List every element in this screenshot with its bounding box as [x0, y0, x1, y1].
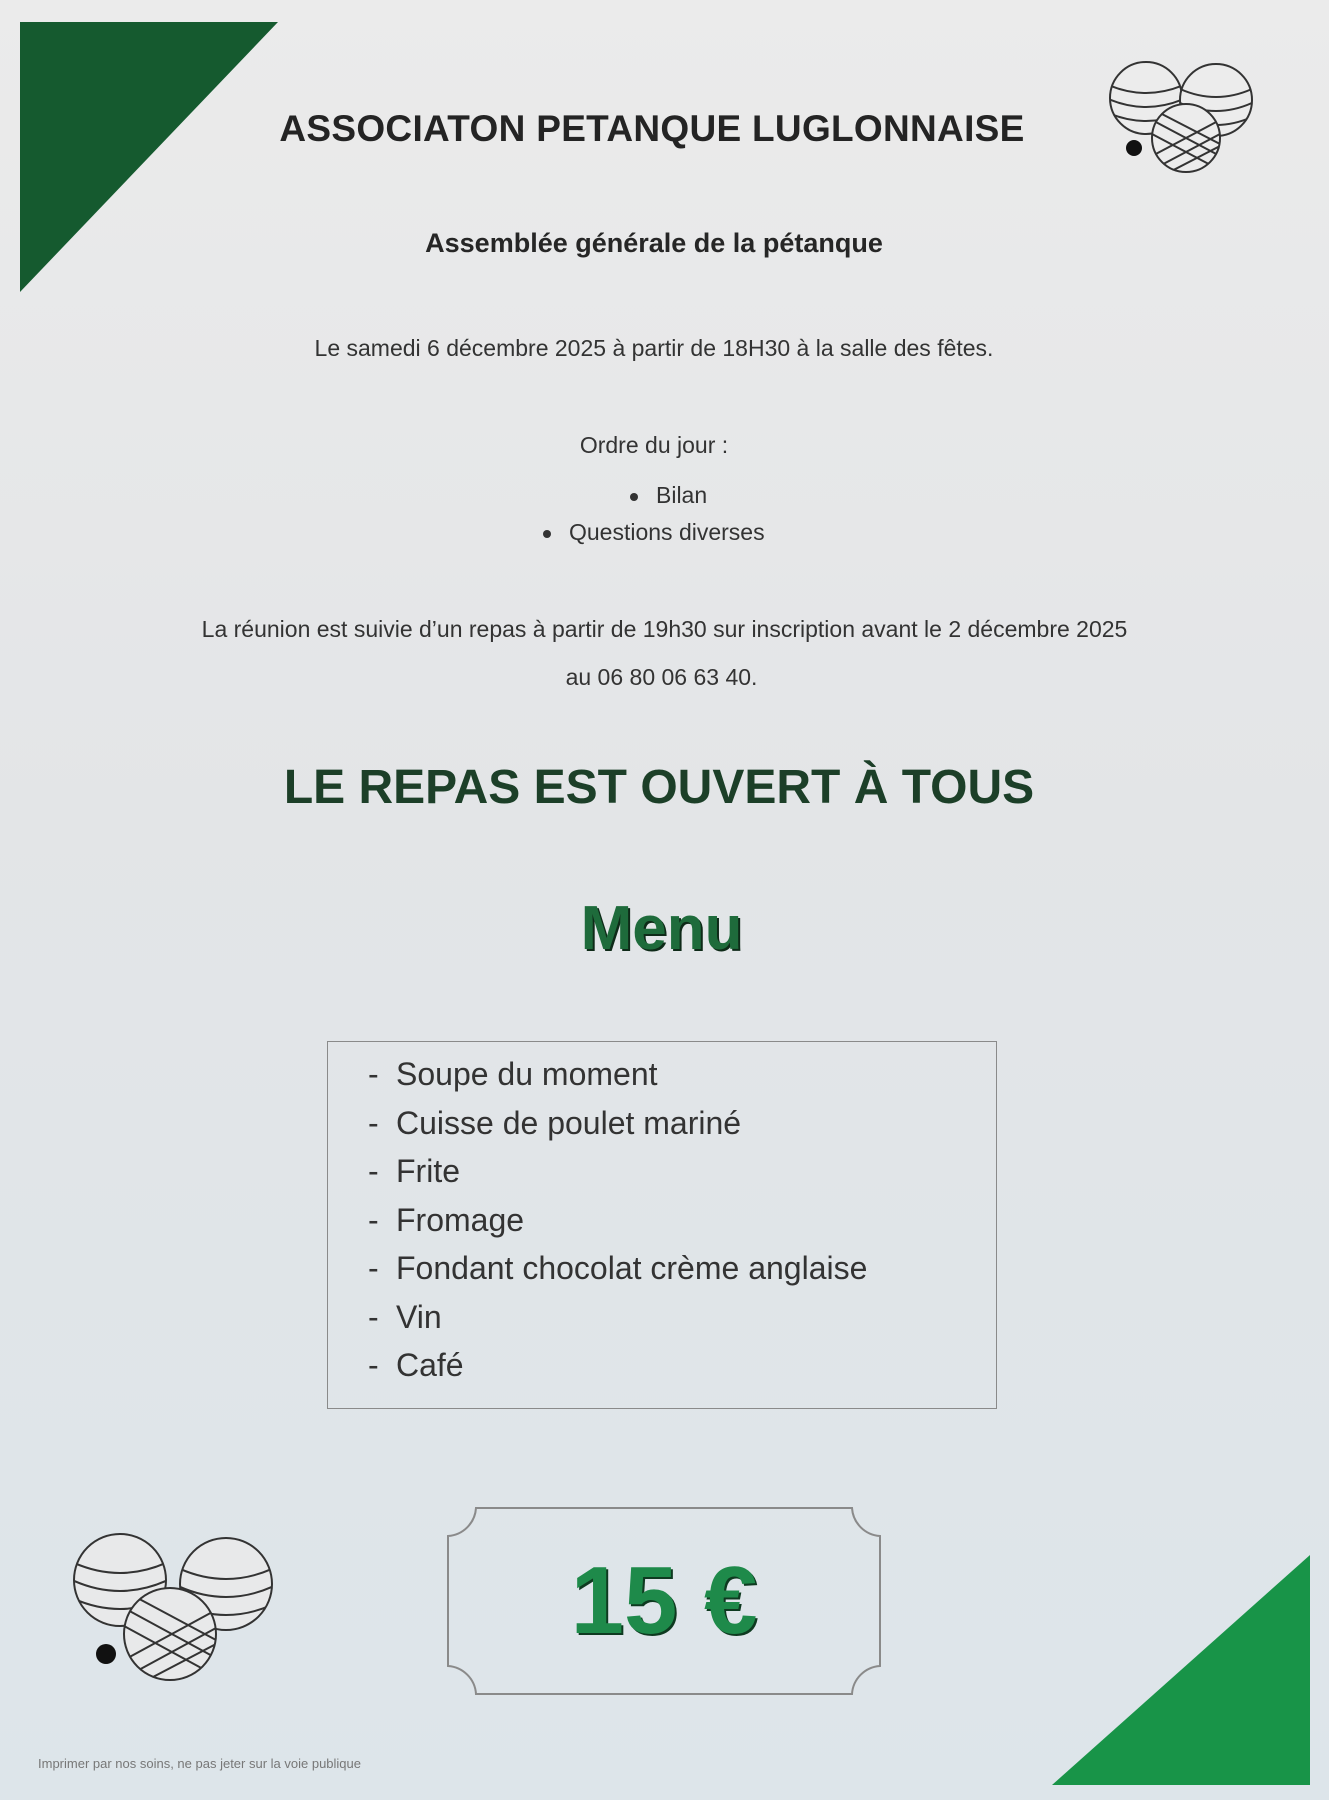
price-tag: [446, 1506, 882, 1696]
page-subtitle: Assemblée générale de la pétanque: [425, 228, 883, 258]
bullet-icon: [630, 493, 638, 501]
organization-title: ASSOCIATON PETANQUE LUGLONNAISE: [279, 108, 1025, 149]
agenda-title: Ordre du jour :: [579, 432, 729, 458]
menu-item: - Frite: [368, 1153, 460, 1189]
phone-line: au 06 80 06 63 40.: [565, 664, 758, 690]
menu-item: - Café: [368, 1347, 464, 1383]
menu-item: - Fondant chocolat crème anglaise: [368, 1250, 868, 1286]
petanque-balls-icon: [70, 1528, 280, 1688]
green-corner-triangle-bottom: [1052, 1555, 1310, 1785]
menu-item: - Fromage: [368, 1201, 525, 1238]
menu-box: [327, 1041, 997, 1409]
agenda-item: Bilan: [630, 482, 707, 509]
menu-item: - Soupe du moment: [368, 1056, 658, 1092]
menu-title: Menu: [580, 894, 743, 963]
meal-info-line: La réunion est suivie d’un repas à partir de 19h30 sur inscription avant le 2 décembre 2025: [201, 616, 1128, 642]
price-value: 15 €: [570, 1547, 758, 1654]
menu-list: [328, 1042, 996, 1390]
bullet-icon: [543, 530, 551, 538]
event-date-line: Le samedi 6 décembre 2025 à partir de 18H30 à la salle des fêtes.: [314, 335, 994, 361]
menu-item: - Cuisse de poulet mariné: [368, 1104, 742, 1141]
footer-note: Imprimer par nos soins, ne pas jeter sur la voie publique: [38, 1756, 361, 1771]
menu-item: - Vin: [368, 1298, 442, 1335]
open-to-all-announcement: LE REPAS EST OUVERT À TOUS: [283, 761, 1035, 814]
petanque-balls-icon: [1098, 58, 1258, 178]
agenda-item: Questions diverses: [543, 519, 765, 546]
